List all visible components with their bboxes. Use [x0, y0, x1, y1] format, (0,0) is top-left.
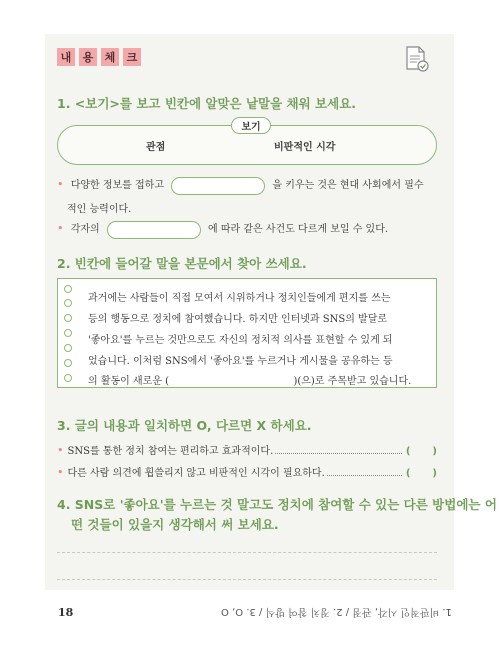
- binder-ring: [64, 285, 72, 293]
- question-2-title: 2. 빈칸에 들어갈 말을 본문에서 찾아 쓰세요.: [57, 256, 307, 271]
- bogi-box: [57, 122, 437, 165]
- question-4-title-1: 4. SNS로 '좋아요'를 누르는 것 말고도 정치에 참여할 수 있는 다른 방법에는 어: [57, 497, 497, 512]
- dotted-leader: [327, 475, 402, 476]
- bullet-dot: •: [57, 466, 64, 479]
- bullet-dot: •: [57, 222, 64, 235]
- content-check-header: [57, 48, 141, 66]
- sentence-text: 각자의: [70, 224, 100, 235]
- header-char: 내: [57, 48, 75, 66]
- header-char: 용: [79, 48, 97, 66]
- writing-line[interactable]: [57, 552, 437, 553]
- passage-line: 과거에는 사람들이 직접 모여서 시위하거나 정치인들에게 편지를 쓰는: [88, 293, 391, 304]
- bogi-word: 비판적인 시각: [274, 142, 336, 153]
- q1-sentence-2: [57, 220, 388, 239]
- answer-paren-open: (: [405, 468, 411, 479]
- bogi-word: 관점: [146, 142, 166, 153]
- answer-blank[interactable]: [107, 221, 201, 239]
- q3-item-text: 다른 사람 의견에 휩쓸리지 않고 비판적인 시각이 필요하다.: [67, 468, 325, 479]
- binder-ring: [64, 329, 72, 337]
- passage-line: 었습니다. 이처럼 SNS에서 '좋아요'를 누르거나 게시물을 공유하는 등: [88, 356, 393, 367]
- binder-ring: [64, 299, 72, 307]
- passage-line-last: [88, 372, 411, 387]
- bullet-dot: •: [57, 178, 64, 191]
- passage-text: 의 활동이 새로운 (: [88, 376, 170, 387]
- sentence-text: 을 키우는 것은 현대 사회에서 필수: [272, 180, 424, 191]
- document-check-icon: [404, 45, 430, 77]
- writing-line[interactable]: [57, 579, 437, 580]
- passage-box: [57, 278, 437, 388]
- binder-ring: [64, 314, 72, 322]
- bullet-dot: •: [57, 444, 64, 457]
- answer-paren-open: (: [405, 446, 411, 457]
- passage-text: )(으)로 주목받고 있습니다.: [293, 376, 412, 387]
- sentence-text: 에 따라 같은 사건도 다르게 보일 수 있다.: [208, 224, 389, 235]
- binder-ring: [64, 344, 72, 352]
- passage-line: 등의 행동으로 정치에 참여했습니다. 하지만 인터넷과 SNS의 발달로: [88, 314, 388, 325]
- bogi-label: 보기: [231, 117, 271, 134]
- answer-blank[interactable]: [171, 177, 265, 195]
- sentence-text: 다양한 정보를 접하고: [70, 180, 164, 191]
- upside-down-answers: 1. 비판적인 시각, 관점 / 2. 정치 참여 방식 / 3. O, O: [221, 606, 452, 617]
- question-4-title-2: 떤 것들이 있을지 생각해서 써 보세요.: [71, 517, 279, 532]
- question-3-title: 3. 글의 내용과 일치하면 O, 다르면 X 하세요.: [57, 418, 312, 433]
- binder-ring: [64, 359, 72, 367]
- question-1-title: 1. <보기>를 보고 빈칸에 알맞은 낱말을 채워 보세요.: [57, 96, 357, 111]
- answer-paren-close: ): [432, 446, 437, 457]
- worksheet: [45, 34, 497, 590]
- header-char: 크: [123, 48, 141, 66]
- q3-item-text: SNS를 통한 정치 참여는 편리하고 효과적이다.: [67, 446, 274, 457]
- page-number: 18: [58, 606, 74, 619]
- passage-line: '좋아요'를 누르는 것만으로도 자신의 정치적 의사를 표현할 수 있게 되: [88, 335, 393, 346]
- dotted-leader: [275, 453, 402, 454]
- q3-item: [57, 464, 437, 479]
- q3-item: [57, 442, 437, 457]
- binder-ring: [64, 374, 72, 382]
- q1-sentence-1: [57, 176, 424, 195]
- header-char: 체: [101, 48, 119, 66]
- q1-sentence-1-cont: 적인 능력이다.: [67, 204, 132, 215]
- answer-paren-close: ): [432, 468, 437, 479]
